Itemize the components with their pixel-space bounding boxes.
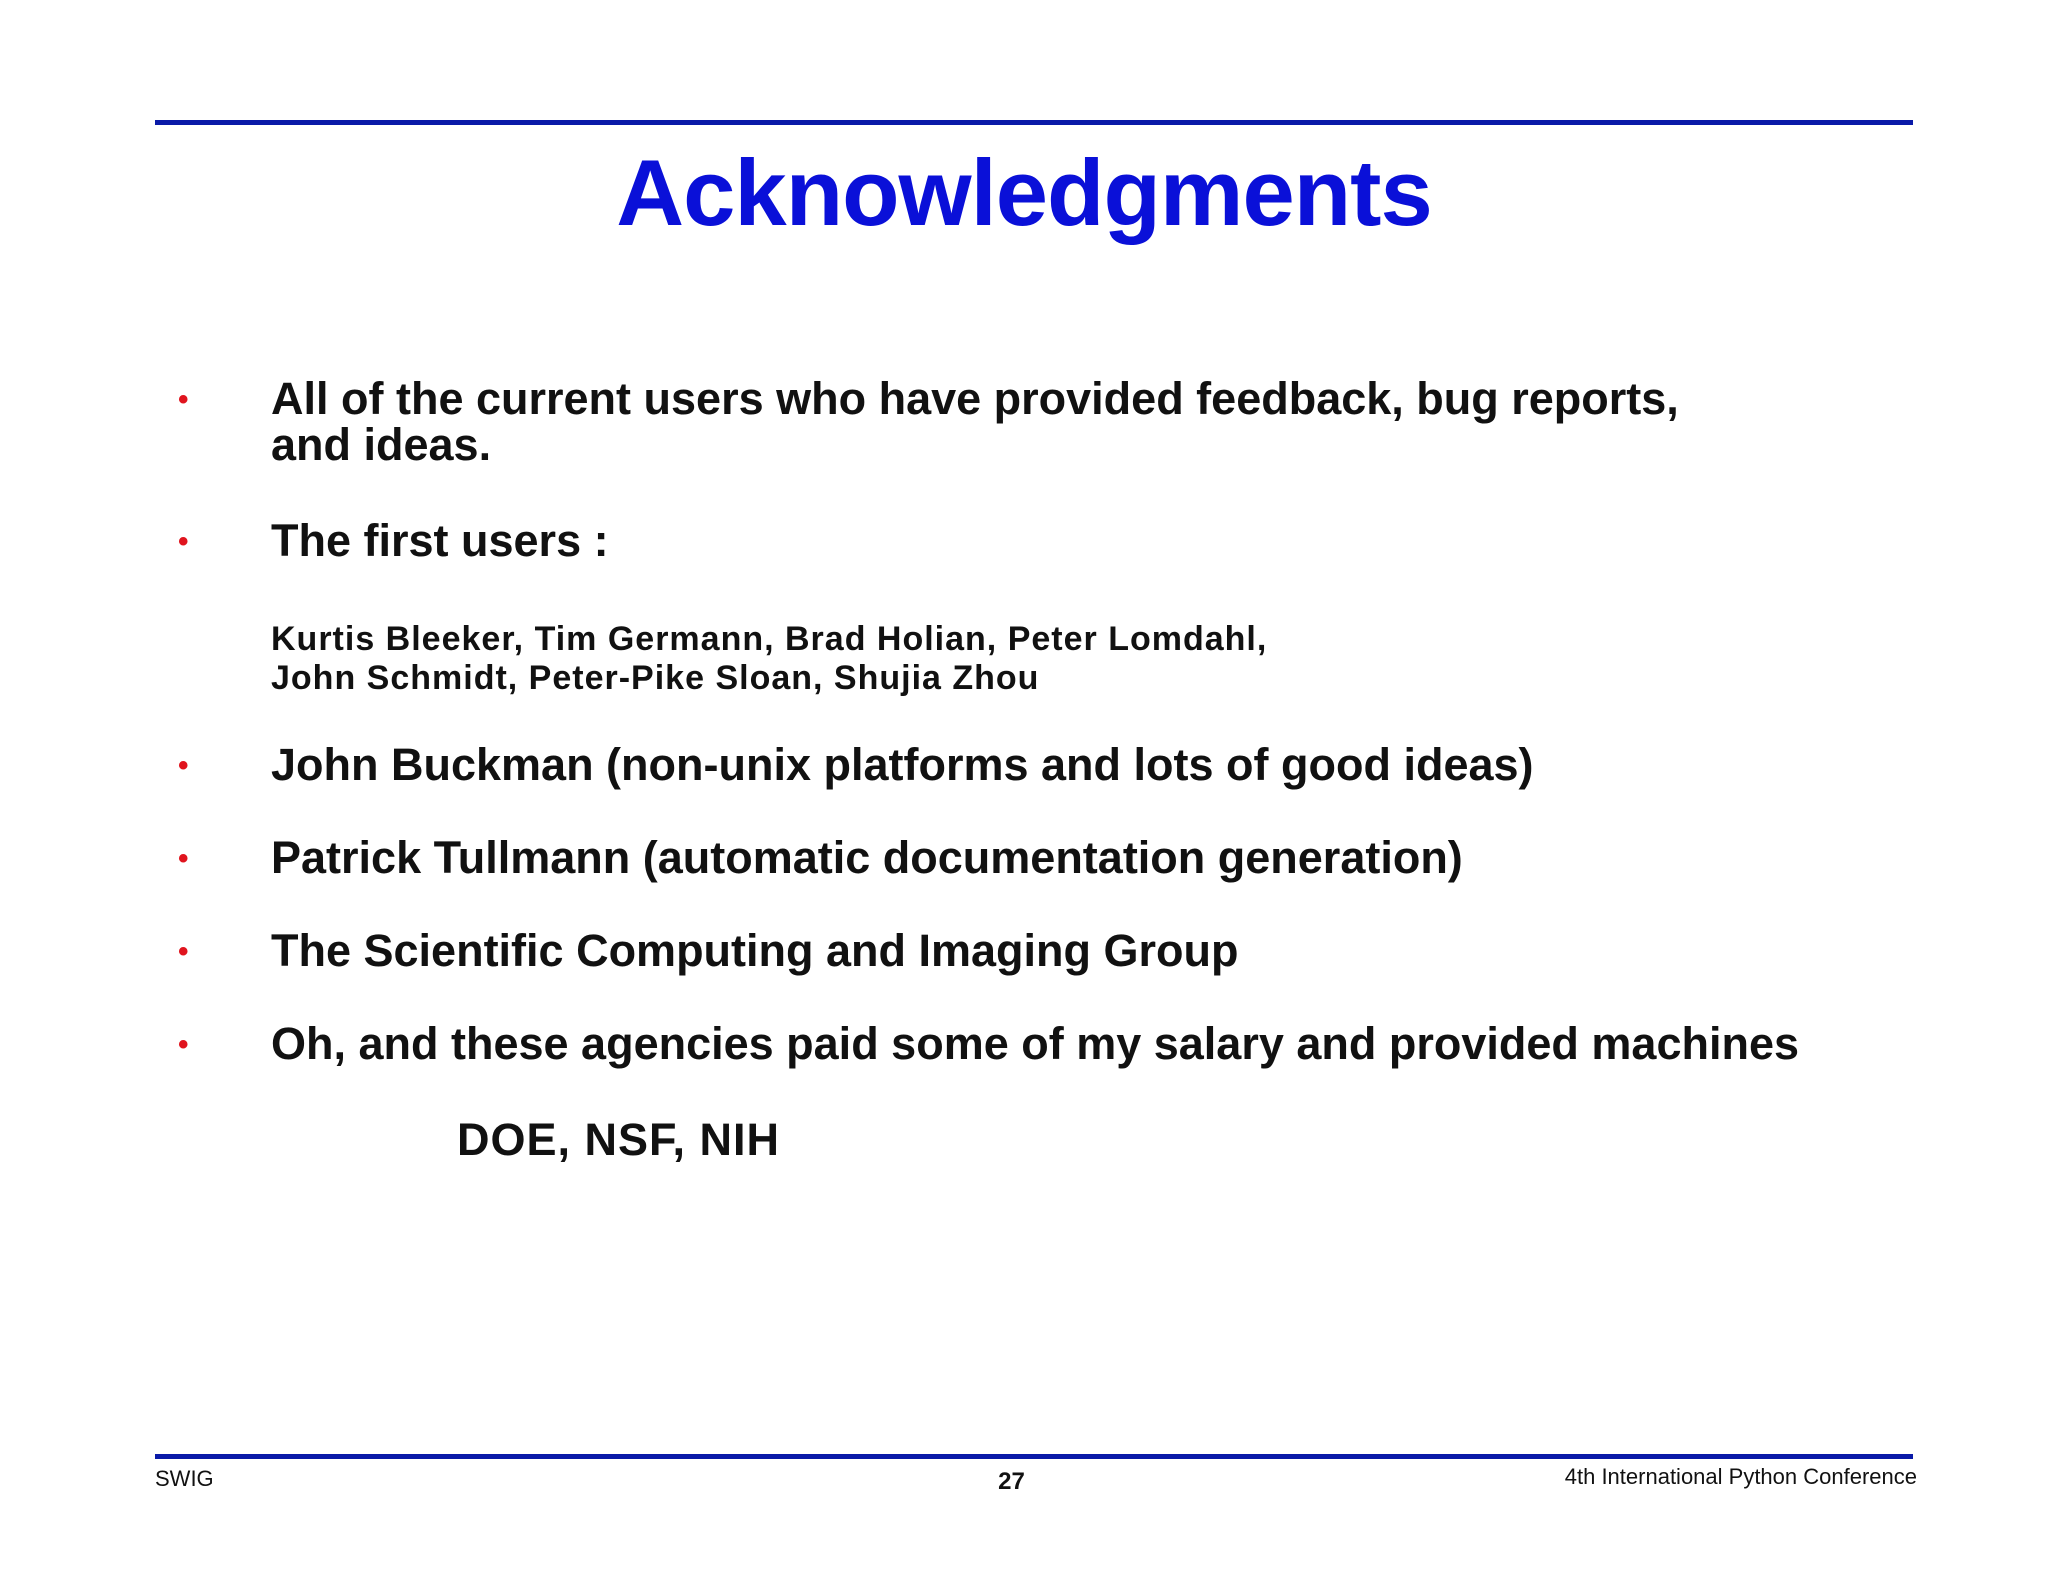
- first-users-names: [271, 620, 1267, 698]
- agencies-list: DOE, NSF, NIH: [457, 1114, 781, 1165]
- bottom-rule: [155, 1454, 1913, 1459]
- bullet-marker: •: [178, 1028, 189, 1061]
- names-line: John Schmidt, Peter-Pike Sloan, Shujia Zhou: [271, 659, 1040, 697]
- footer-left: SWIG: [155, 1466, 214, 1491]
- top-rule: [155, 120, 1913, 125]
- names-line: Kurtis Bleeker, Tim Germann, Brad Holian, Peter Lomdahl,: [271, 620, 1268, 658]
- page-number: 27: [998, 1468, 1025, 1495]
- bullet-text: John Buckman (non-unix platforms and lots of good ideas): [271, 739, 1534, 790]
- bullet-marker: •: [178, 935, 189, 968]
- slide-title: Acknowledgments: [616, 140, 1432, 245]
- bullet-marker: •: [178, 749, 189, 782]
- footer-right: 4th International Python Conference: [1564, 1464, 1917, 1489]
- bullet-marker: •: [178, 525, 189, 558]
- bullet-text: Oh, and these agencies paid some of my salary and provided machines: [271, 1018, 1800, 1069]
- bullet-marker: •: [178, 383, 189, 416]
- bullet-text: The first users :: [271, 515, 609, 566]
- bullet-text: [271, 373, 1679, 470]
- bullet-text-line: and ideas.: [271, 419, 492, 470]
- bullet-marker: •: [178, 842, 189, 875]
- bullet-text: The Scientific Computing and Imaging Group: [271, 925, 1239, 976]
- bullet-text-line: All of the current users who have provided feedback, bug reports,: [271, 373, 1679, 424]
- bullet-text: Patrick Tullmann (automatic documentation generation): [271, 832, 1463, 883]
